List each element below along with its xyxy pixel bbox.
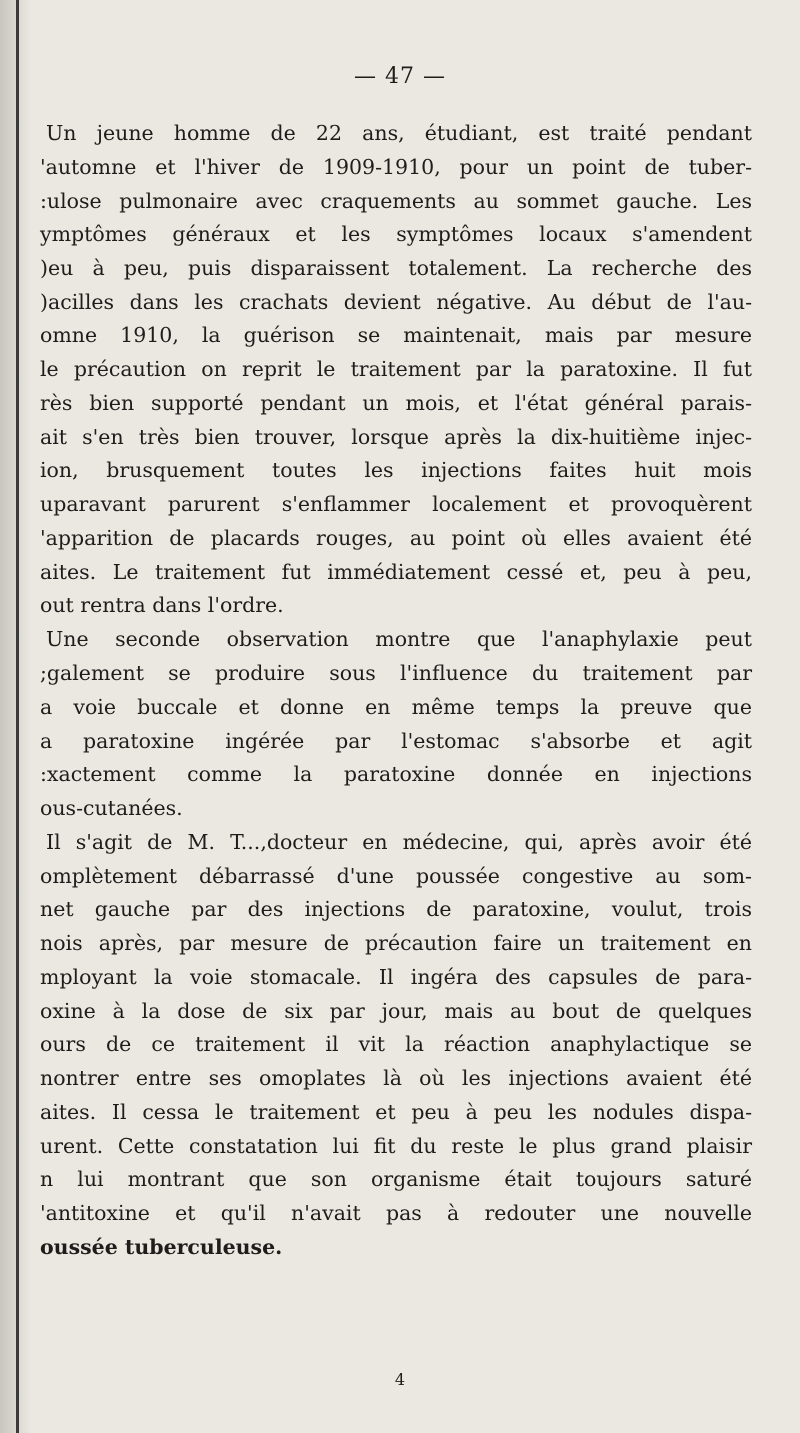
text-line: Un jeune homme de 22 ans, étudiant, est traité pendant (46, 121, 752, 145)
text-line: Une seconde observation montre que l'anaphylaxie peut (46, 627, 752, 651)
page-gutter-shadow (0, 0, 30, 1433)
text-line: rès bien supporté pendant un mois, et l'état général parais- (40, 391, 752, 415)
text-line: oxine à la dose de six par jour, mais au bout de quelques (40, 999, 752, 1023)
text-line: urent. Cette constatation lui fit du reste le plus grand plaisir (40, 1134, 752, 1158)
text-line: ion, brusquement toutes les injections faites huit mois (40, 458, 752, 482)
text-line: :ulose pulmonaire avec craquements au sommet gauche. Les (40, 189, 752, 213)
text-line: ;galement se produire sous l'influence du traitement par (40, 661, 752, 685)
text-line: out rentra dans l'ordre. (40, 593, 284, 617)
text-line: nois après, par mesure de précaution faire un traitement en (40, 931, 752, 955)
text-line: uparavant parurent s'enflammer localement et provoquèrent (40, 492, 752, 516)
text-line: a paratoxine ingérée par l'estomac s'absorbe et agit (40, 729, 752, 753)
text-line: aites. Le traitement fut immédiatement cessé et, peu à peu, (40, 560, 752, 584)
text-line: )acilles dans les crachats devient négative. Au début de l'au- (40, 290, 752, 314)
text-line: Il s'agit de M. T...,docteur en médecine, qui, après avoir été (46, 830, 752, 854)
text-line: aites. Il cessa le traitement et peu à peu les nodules dispa- (40, 1100, 752, 1124)
text-line: ymptômes généraux et les symptômes locaux s'amendent (40, 222, 752, 246)
text-line: ait s'en très bien trouver, lorsque après la dix-huitième injec- (40, 425, 752, 449)
text-line: omplètement débarrassé d'une poussée congestive au som- (40, 864, 752, 888)
binding-edge (16, 0, 19, 1433)
text-line: omne 1910, la guérison se maintenait, mais par mesure (40, 323, 752, 347)
text-line: 'apparition de placards rouges, au point où elles avaient été (40, 526, 752, 550)
signature-mark: 4 (394, 1370, 406, 1389)
text-line: le précaution on reprit le traitement par la paratoxine. Il fut (40, 357, 752, 381)
text-line: ous-cutanées. (40, 796, 183, 820)
text-line: :xactement comme la paratoxine donnée en injections (40, 762, 752, 786)
page-number: — 47 — (354, 64, 446, 89)
text-line: a voie buccale et donne en même temps la preuve que (40, 695, 752, 719)
text-line: nontrer entre ses omoplates là où les injections avaient été (40, 1066, 752, 1090)
text-line: 'automne et l'hiver de 1909-1910, pour un point de tuber- (40, 155, 752, 179)
text-line: 'antitoxine et qu'il n'avait pas à redouter une nouvelle (40, 1201, 752, 1225)
text-line: ours de ce traitement il vit la réaction anaphylactique se (40, 1032, 752, 1056)
text-line: )eu à peu, puis disparaissent totalement. La recherche des (40, 256, 752, 280)
text-line: mployant la voie stomacale. Il ingéra des capsules de para- (40, 965, 752, 989)
text-line: net gauche par des injections de paratoxine, voulut, trois (40, 897, 752, 921)
text-line: n lui montrant que son organisme était toujours saturé (40, 1167, 752, 1191)
text-line: oussée tuberculeuse. (40, 1235, 283, 1259)
